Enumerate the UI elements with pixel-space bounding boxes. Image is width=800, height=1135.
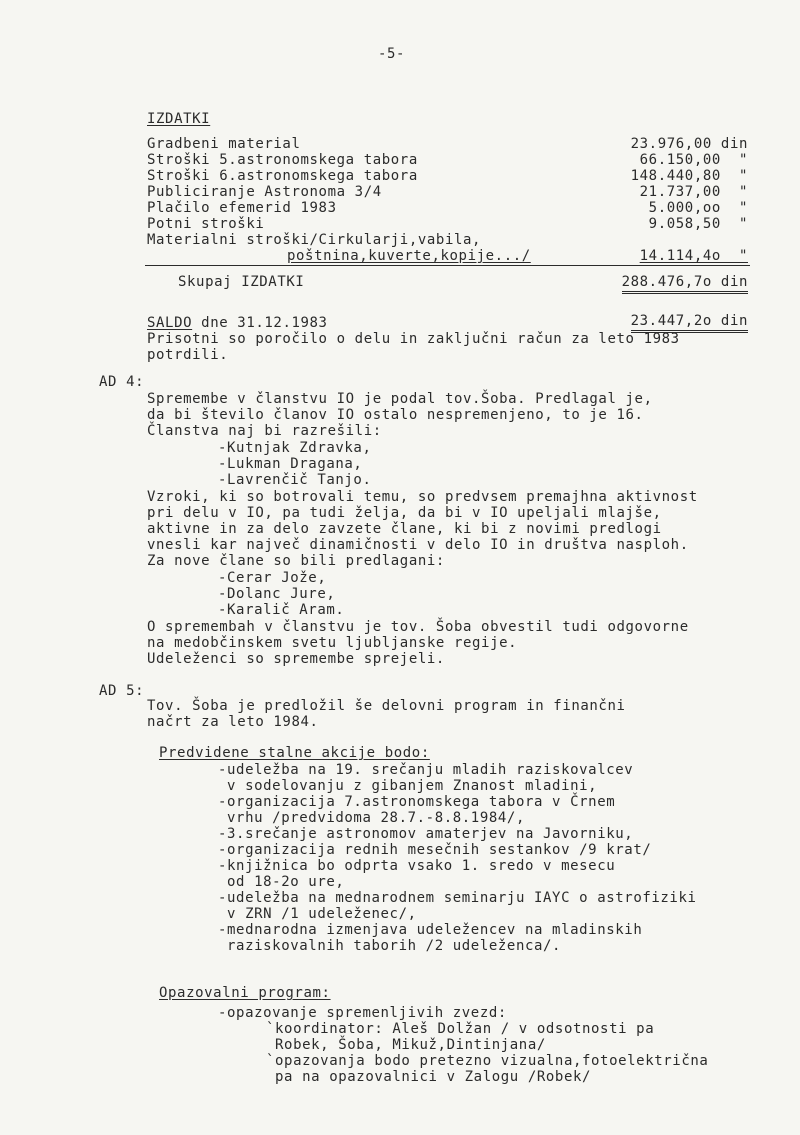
observation-sub: Robek, Šoba, Mikuž,Dintinjana/ <box>266 1037 546 1053</box>
expense-label: Potni stroški <box>147 216 265 232</box>
expense-amount: 23.976,00 din <box>630 136 748 152</box>
action-item: v ZRN /1 udeleženec/, <box>218 906 417 922</box>
expense-amount: 148.440,80 " <box>630 168 748 184</box>
observation-sub: `koordinator: Aleš Dolžan / v odsotnosti pa <box>266 1021 655 1037</box>
observation-item: -opazovanje spremenljivih zvezd: <box>218 1005 507 1021</box>
saldo-label: SALDO <box>147 315 193 331</box>
action-item: od 18-2o ure, <box>218 874 345 890</box>
removed-member: -Lukman Dragana, <box>218 456 363 472</box>
ad5-line: načrt za leto 1984. <box>147 714 319 730</box>
saldo-date: dne 31.12.1983 <box>192 315 328 331</box>
observation-sub: `opazovanja bodo pretezno vizualna,fotoelektrična <box>266 1053 709 1069</box>
proposed-member: -Karalič Aram. <box>218 602 345 618</box>
action-item: -udeležba na mednarodnem seminarju IAYC o astrofiziki <box>218 890 697 906</box>
action-item: -udeležba na 19. srečanju mladih raziskovalcev <box>218 762 634 778</box>
proposed-member: -Cerar Jože, <box>218 570 327 586</box>
ad4-label: AD 4: <box>99 374 145 390</box>
saldo-line <box>147 315 328 331</box>
action-item: v sodelovanju z gibanjem Znanost mladini, <box>218 778 598 794</box>
ad5-line: Tov. Šoba je predložil še delovni program in finančni <box>147 698 626 714</box>
ad4-closing: O spremembah v članstvu je tov. Šoba obvestil tudi odgovorne <box>147 619 689 635</box>
observation-heading: Opazovalni program: <box>159 985 331 1001</box>
observation-sub: pa na opazovalnici v Zalogu /Robek/ <box>266 1069 592 1085</box>
ad4-reason: Vzroki, ki so botrovali temu, so predvsem premajhna aktivnost <box>147 489 698 505</box>
ad4-closing: Udeleženci so spremembe sprejeli. <box>147 651 445 667</box>
expense-label: Publiciranje Astronoma 3/4 <box>147 184 382 200</box>
action-item: -mednarodna izmenjava udeležencev na mladinskih <box>218 922 643 938</box>
ad4-closing: na medobčinskem svetu ljubljanske regije. <box>147 635 518 651</box>
ad4-line: Članstva naj bi razrešili: <box>147 423 382 439</box>
removed-member: -Kutnjak Zdravka, <box>218 440 372 456</box>
ad4-reason: Za nove člane so bili predlagani: <box>147 553 445 569</box>
removed-member: -Lavrenčič Tanjo. <box>218 472 372 488</box>
ad4-reason: vnesli kar največ dinamičnosti v delo IO in društva nasploh. <box>147 537 689 553</box>
proposed-member: -Dolanc Jure, <box>218 586 336 602</box>
ad4-line: da bi število članov IO ostalo nespremenjeno, to je 16. <box>147 407 644 423</box>
action-item: raziskovalnih taborih /2 udeleženca/. <box>218 938 562 954</box>
expense-label: Plačilo efemerid 1983 <box>147 200 337 216</box>
expense-label: Stroški 5.astronomskega tabora <box>147 152 418 168</box>
actions-heading: Predvidene stalne akcije bodo: <box>159 745 430 761</box>
total-label: Skupaj IZDATKI <box>178 274 305 290</box>
ad4-line: Spremembe v članstvu IO je podal tov.Šoba. Predlagal je, <box>147 391 653 407</box>
ad4-reason: aktivne in za delo zavzete člane, ki bi z novimi predlogi <box>147 521 662 537</box>
sum-rule <box>145 265 750 266</box>
total-amount: 288.476,7o din <box>622 274 748 294</box>
expense-amount: 5.000,oo " <box>648 200 748 216</box>
ad5-label: AD 5: <box>99 683 145 699</box>
action-item: -knjižnica bo odprta vsako 1. sredo v mesecu <box>218 858 616 874</box>
saldo-amount: 23.447,2o din <box>631 313 748 333</box>
expense-amount: 14.114,4o " <box>639 248 748 264</box>
expense-label: Gradbeni material <box>147 136 301 152</box>
ad4-reason: pri delu v IO, pa tudi želja, da bi v IO upeljali mlajše, <box>147 505 662 521</box>
action-item: -organizacija 7.astronomskega tabora v Črnem <box>218 794 616 810</box>
expense-amount: 9.058,50 " <box>648 216 748 232</box>
expense-label: Stroški 6.astronomskega tabora <box>147 168 418 184</box>
action-item: -3.srečanje astronomov amaterjev na Javorniku, <box>218 826 634 842</box>
expense-label: Materialni stroški/Cirkularji,vabila, <box>147 232 482 248</box>
saldo-note: Prisotni so poročilo o delu in zaključni račun za leto 1983 <box>147 331 680 347</box>
expense-amount: 21.737,00 " <box>639 184 748 200</box>
saldo-note: potrdili. <box>147 347 229 363</box>
izdatki-heading: IZDATKI <box>147 111 211 127</box>
action-item: -organizacija rednih mesečnih sestankov /9 krat/ <box>218 842 652 858</box>
action-item: vrhu /predvidoma 28.7.-8.8.1984/, <box>218 810 525 826</box>
expense-amount: 66.150,00 " <box>639 152 748 168</box>
expense-label-cont: poštnina,kuverte,kopije.../ <box>287 248 531 264</box>
page-number: -5- <box>378 46 406 62</box>
